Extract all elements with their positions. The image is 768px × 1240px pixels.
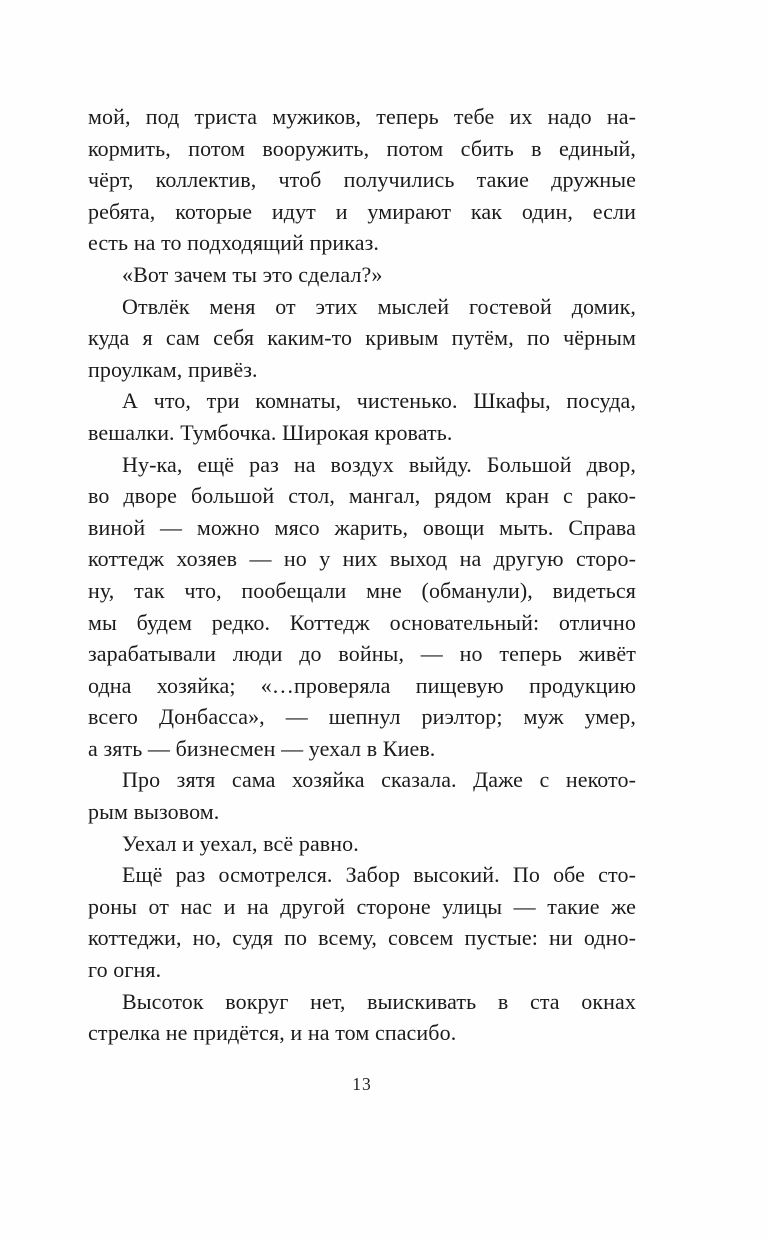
text-line: Про зятя сама хозяйка сказала. Даже с некото- [122,767,636,793]
page-text [88,101,636,1049]
text-line: а зять — бизнесмен — уехал в Киев. [88,735,436,761]
text-line: куда я сам себя каким-то кривым путём, по чёрным [88,325,636,351]
text-line: кормить, потом вооружить, потом сбить в единый, [88,135,636,161]
text-line: го огня. [88,957,162,983]
text-line: А что, три комнаты, чистенько. Шкафы, посуда, [122,388,636,414]
text-line: роны от нас и на другой стороне улицы — такие же [88,893,636,919]
paragraph [88,859,636,985]
text-line: Ещё раз осмотрелся. Забор высокий. По обе сто- [122,862,636,888]
text-line: всего Донбасса», — шепнул риэлтор; муж умер, [88,704,636,730]
paragraph [88,101,636,259]
paragraph [88,764,636,827]
paragraph [88,259,636,291]
text-line: Отвлёк меня от этих мыслей гостевой домик, [122,293,636,319]
text-line: Высоток вокруг нет, выискивать в ста окнах [122,988,636,1014]
text-line: мой, под триста мужиков, теперь тебе их надо на- [88,104,636,129]
text-line: «Вот зачем ты это сделал?» [122,261,383,287]
paragraph [88,385,636,448]
text-line: одна хозяйка; «…проверяла пищевую продукцию [88,672,636,698]
paragraph [88,449,636,765]
text-line: ну, так что, пообещали мне (обманули), видеться [88,577,636,603]
text-line: виной — можно мясо жарить, овощи мыть. Справа [88,514,636,540]
text-line: мы будем редко. Коттедж основательный: отлично [88,609,636,635]
page-number: 13 [352,1074,372,1094]
paragraph [88,986,636,1049]
text-line: рым вызовом. [88,799,220,825]
text-line: чёрт, коллектив, чтоб получились такие дружные [88,167,636,193]
text-line: есть на то подходящий приказ. [88,230,380,256]
paragraph [88,828,636,860]
text-line: коттеджи, но, судя по всему, совсем пустые: ни одно- [88,925,636,951]
text-line: во дворе большой стол, мангал, рядом кран с рако- [88,483,636,509]
text-line: Уехал и уехал, всё равно. [122,830,359,856]
text-line: стрелка не придётся, и на том спасибо. [88,1020,457,1046]
text-line: проулкам, привёз. [88,356,258,382]
paragraph [88,291,636,386]
text-line: зарабатывали люди до войны, — но теперь живёт [88,641,636,667]
text-line: вешалки. Тумбочка. Широкая кровать. [88,419,453,445]
text-line: Ну-ка, ещё раз на воздух выйду. Большой двор, [122,451,636,477]
text-line: ребята, которые идут и умирают как один, если [88,198,636,224]
text-line: коттедж хозяев — но у них выход на другую сторо- [88,546,636,572]
